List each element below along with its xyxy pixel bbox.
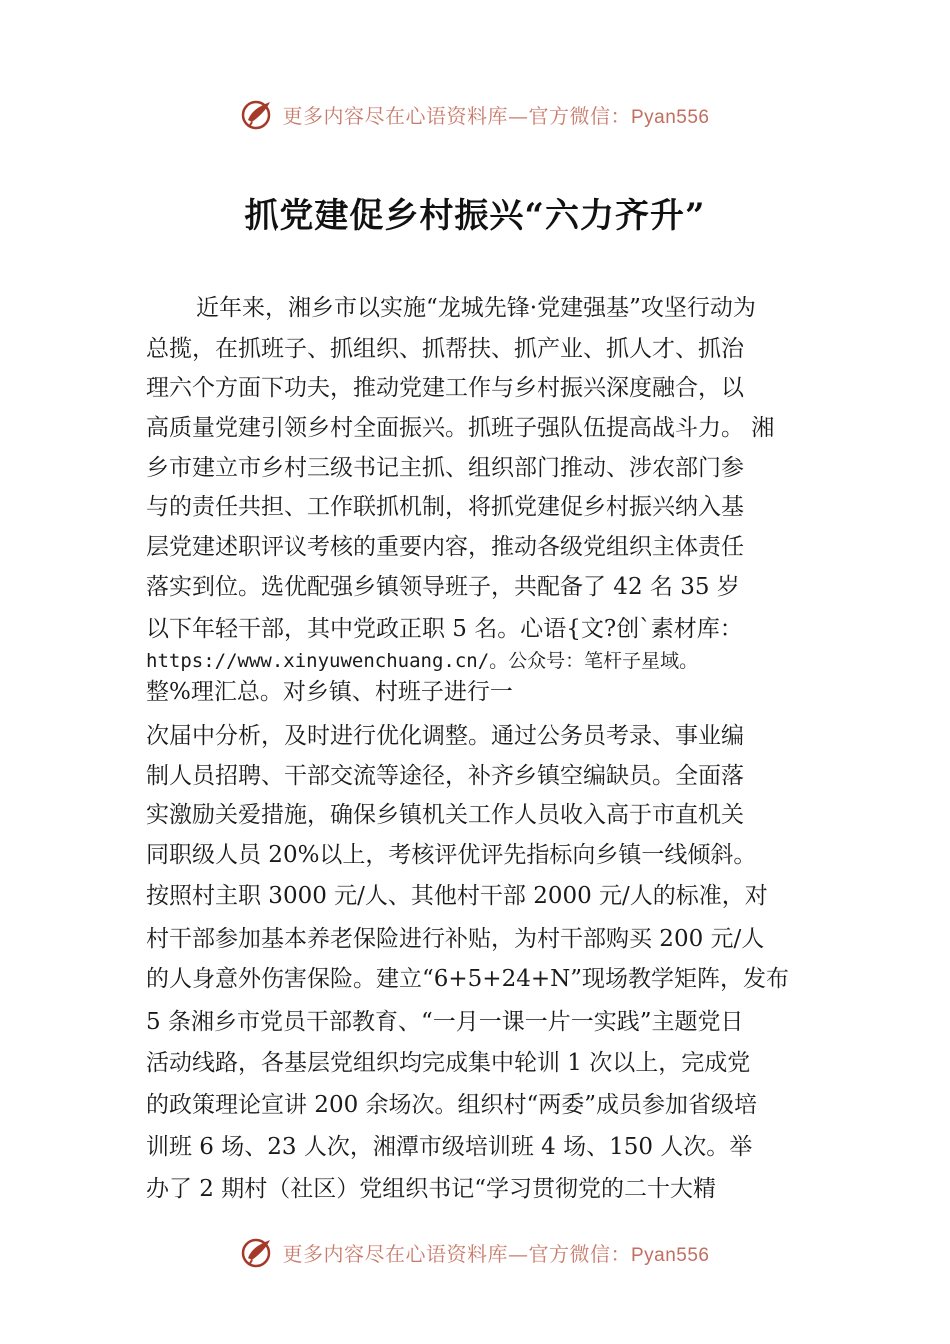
pen-nib-logo-icon <box>240 1234 276 1270</box>
body-line: 制人员招聘、干部交流等途径，补齐乡镇空编缺员。全面落 <box>146 763 744 789</box>
body-line: 总揽，在抓班子、抓组织、抓帮扶、抓产业、抓人才、抓治 <box>146 336 744 362</box>
body-line: 层党建述职评议考核的重要内容，推动各级党组织主体责任 <box>146 534 744 560</box>
body-line: 落实到位。选优配强乡镇领导班子，共配备了 42 名 35 岁 <box>146 574 740 600</box>
body-line: 办了 2 期村（社区）党组织书记“学习贯彻党的二十大精 <box>146 1176 717 1202</box>
body-line: 村干部参加基本养老保险进行补贴，为村干部购买 200 元/人 <box>146 926 765 952</box>
body-line: 与的责任共担、工作联抓机制，将抓党建促乡村振兴纳入基 <box>146 494 744 520</box>
body-line: 的政策理论宣讲 200 余场次。组织村“两委”成员参加省级培 <box>146 1092 758 1118</box>
body-line-url: https://www.xinyuwenchuang.cn/。公众号：笔杆子星域。 <box>146 650 699 672</box>
body-line: 按照村主职 3000 元/人、其他村干部 2000 元/人的标准，对 <box>146 883 768 909</box>
document-title: 抓党建促乡村振兴“六力齐升” <box>244 196 706 236</box>
body-line: 近年来，湘乡市以实施“龙城先锋·党建强基”攻坚行动为 <box>196 295 756 321</box>
watermark-header <box>0 94 950 134</box>
watermark-text: 更多内容尽在心语资料库—官方微信：Pyan556 <box>282 103 710 128</box>
pen-nib-logo-icon <box>240 96 276 132</box>
watermark-footer <box>0 1232 950 1272</box>
body-line: 实激励关爱措施，确保乡镇机关工作人员收入高于市直机关 <box>146 802 744 828</box>
body-line: 理六个方面下功夫，推动党建工作与乡村振兴深度融合，以 <box>146 375 744 401</box>
body-line: 次届中分析，及时进行优化调整。通过公务员考录、事业编 <box>146 723 744 749</box>
body-line: 整%理汇总。对乡镇、村班子进行一 <box>146 679 513 705</box>
body-line: 训班 6 场、23 人次，湘潭市级培训班 4 场、150 人次。举 <box>146 1134 753 1160</box>
body-line: 高质量党建引领乡村全面振兴。抓班子强队伍提高战斗力。 湘 <box>146 415 775 441</box>
body-line: 同职级人员 20%以上，考核评优评先指标向乡镇一线倾斜。 <box>146 842 757 868</box>
body-line: 以下年轻干部，其中党政正职 5 名。心语{文?创`素材库： <box>146 616 743 642</box>
body-line: 5 条湘乡市党员干部教育、“一月一课一片一实践”主题党日 <box>146 1009 744 1035</box>
watermark-text: 更多内容尽在心语资料库—官方微信：Pyan556 <box>282 1241 710 1266</box>
body-line: 的人身意外伤害保险。建立“6+5+24+N”现场教学矩阵，发布 <box>146 966 789 992</box>
body-line: 活动线路，各基层党组织均完成集中轮训 1 次以上，完成党 <box>146 1050 751 1076</box>
body-line: 乡市建立市乡村三级书记主抓、组织部门推动、涉农部门参 <box>146 455 744 481</box>
